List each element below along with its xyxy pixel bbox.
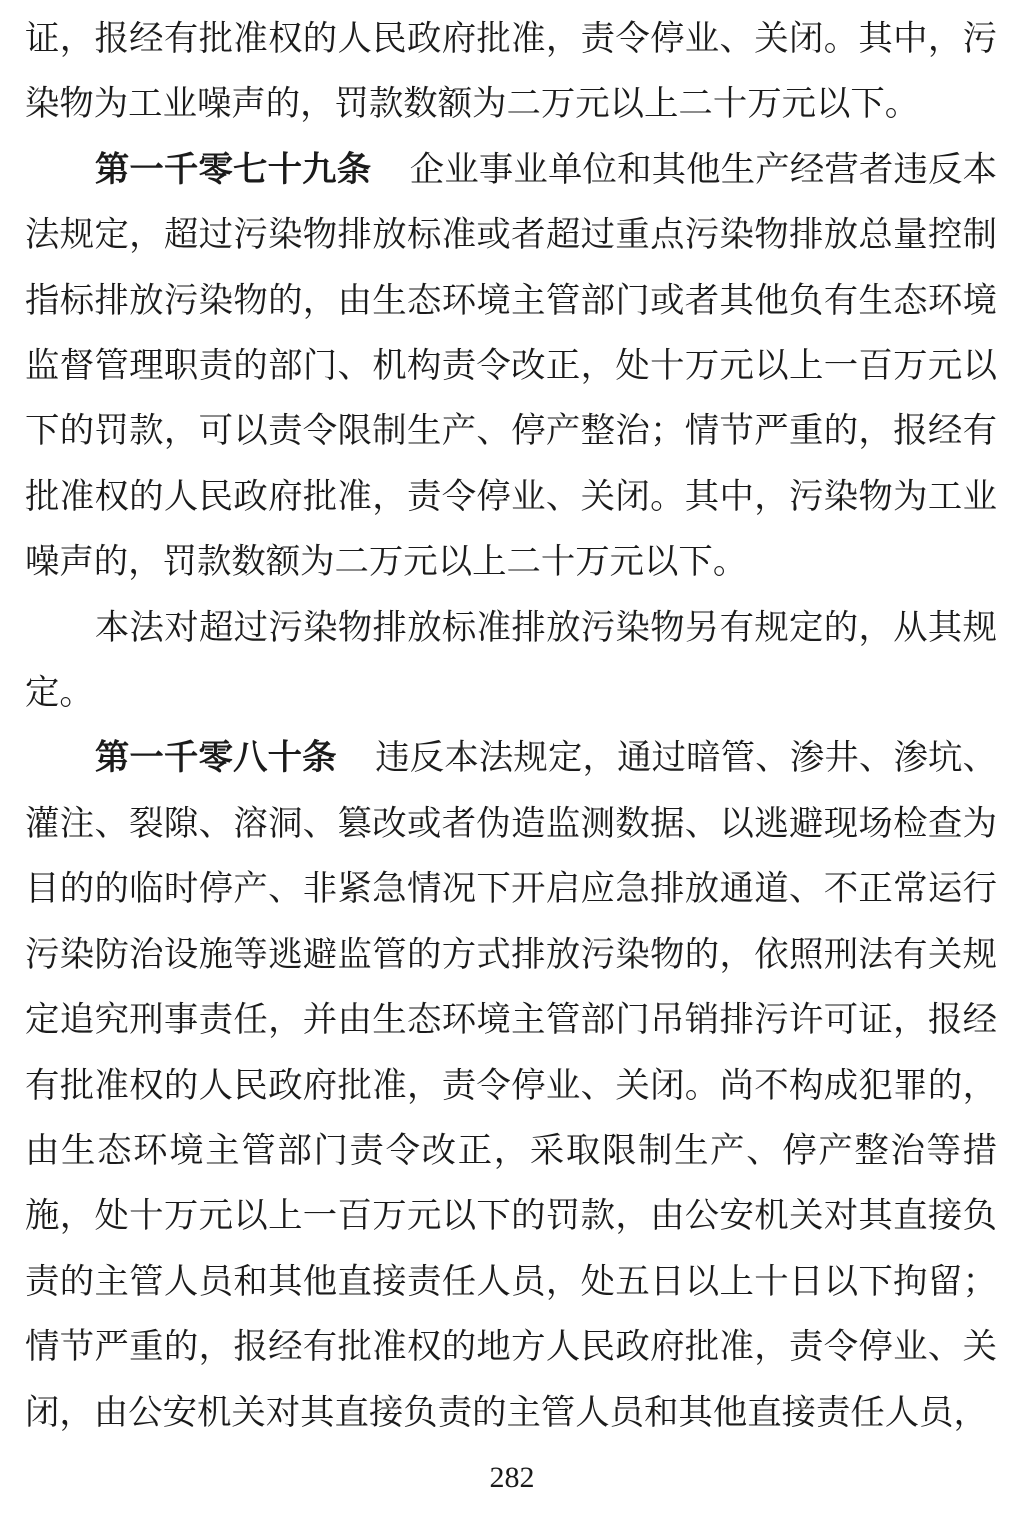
paragraph-text: 企业事业单位和其他生产经营者违反本法规定，超过污染物排放标准或者超过重点污染物排放总量控制指标排放污染物的，由生态环境主管部门或者其他负有生态环境监督管理职责的部门、机构责令改正，处十万元以上一百万元以下的罚款，可以责令限制生产、停产整治；情节严重的，报经有批准权的人民政府批准，责令停业、关闭。其中，污染物为工业噪声的，罚款数额为二万元以上二十万元以下。 [25, 150, 997, 582]
article-number-heading: 第一千零七十九条 [94, 150, 372, 189]
text-block [25, 7, 997, 1446]
paragraph-continuation [25, 7, 997, 138]
paragraph-text: 证，报经有批准权的人民政府批准，责令停业、关闭。其中，污染物为工业噪声的，罚款数额为二万元以上二十万元以下。 [25, 20, 997, 124]
paragraph-text: 本法对超过污染物排放标准排放污染物另有规定的，从其规定。 [25, 608, 997, 713]
page-number: 282 [489, 1460, 535, 1494]
article-1079-paragraph [25, 138, 997, 596]
article-number-heading: 第一千零八十条 [94, 739, 337, 778]
paragraph-text: 违反本法规定，通过暗管、渗井、渗坑、灌注、裂隙、溶洞、篡改或者伪造监测数据、以逃避现场检查为目的的临时停产、非紧急情况下开启应急排放通道、不正常运行污染防治设施等逃避监管的方式排放污染物的，依照刑法有关规定追究刑事责任，并由生态环境主管部门吊销排污许可证，报经有批准权的人民政府批准，责令停业、关闭。尚不构成犯罪的，由生态环境主管部门责令改正，采取限制生产、停产整治等措施，处十万元以上一百万元以下的罚款，由公安机关对其直接负责的主管人员和其他直接责任人员，处五日以上十日以下拘留；情节严重的，报经有批准权的地方人民政府批准，责令停业、关闭，由公安机关对其直接负责的主管人员和其他直接责任人员， [25, 739, 997, 1432]
article-1079-clause-2-paragraph [25, 596, 997, 727]
article-1080-paragraph [25, 726, 997, 1445]
page-footer [0, 1458, 1024, 1498]
